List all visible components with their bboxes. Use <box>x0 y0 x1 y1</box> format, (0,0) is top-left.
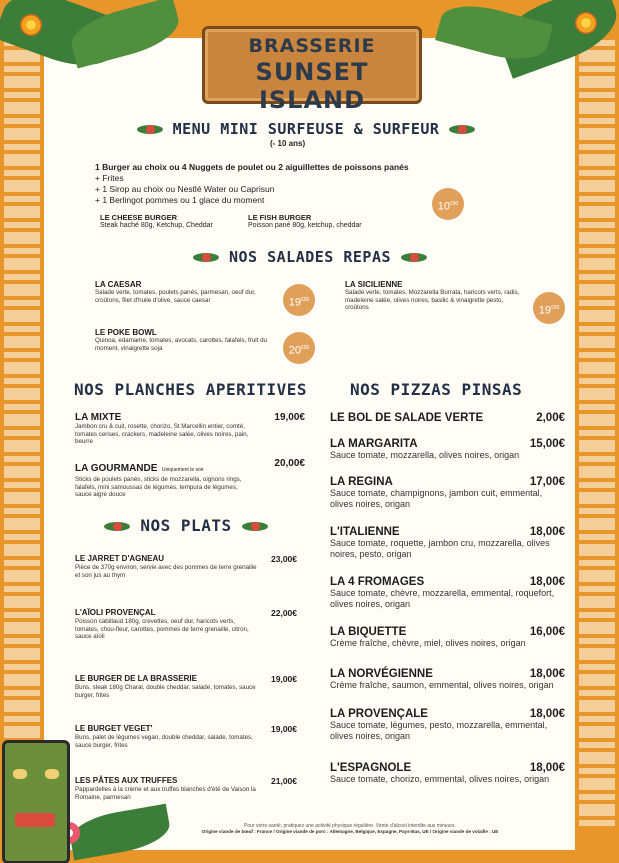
planche-item <box>75 412 305 446</box>
brand-name-line2: SUNSET ISLAND <box>255 58 369 114</box>
pizza-price: 18,00€ <box>529 526 565 538</box>
plat-item <box>75 724 297 749</box>
palm-leaf-icon <box>104 522 130 531</box>
plat-price: 19,00€ <box>271 724 297 734</box>
salad-desc: Salade verte, tomates, poulets panés, parmesan, oeuf dur, croûtons, filet d'huile d'olive, sauce caesar <box>95 289 256 304</box>
price-main: 19 <box>288 296 301 309</box>
planche-desc: Jambon cru & cuit, rosette, chorizo, St Marcellin entier, comté, tomates cerises, crackers, madeleine salée, olives noires, pain, beurre <box>75 423 249 446</box>
pizza-name: L'ITALIENNE <box>330 526 400 538</box>
burger-desc: Steak haché 80g, Ketchup, Cheddar <box>100 222 213 229</box>
price-cents: €90 <box>449 201 459 207</box>
kids-menu-title-text: MENU MINI SURFEUSE & SURFEUR <box>172 120 440 138</box>
tiki-eye <box>13 769 27 779</box>
plat-desc: Buns, steak 180g Charal, double cheddar, salade, tomates, sauce burger, frites <box>75 684 256 699</box>
plat-price: 22,00€ <box>271 608 297 618</box>
salad-item <box>95 328 275 352</box>
pizza-item <box>330 438 565 461</box>
planche-name: LA MIXTE <box>75 412 122 423</box>
kids-menu-line: + 1 Berlingot pommes ou 1 glace du moment <box>95 195 265 205</box>
plat-desc: Pièce de 370g environ, servie avec des pommes de terre grenaille et son jus au thym <box>75 564 257 579</box>
pizza-price: 18,00€ <box>529 762 565 774</box>
plat-name: LE BURGET VEGET' <box>75 724 153 733</box>
kids-burger-fish <box>248 213 362 229</box>
palm-leaf-icon <box>193 253 219 262</box>
price-main: 10 <box>437 200 450 213</box>
pizza-name: LE BOL DE SALADE VERTE <box>330 412 484 424</box>
pizza-item <box>330 762 565 785</box>
pizza-name: LA 4 FROMAGES <box>330 576 425 588</box>
pizza-price: 15,00€ <box>529 438 565 450</box>
pizza-desc: Sauce tomate, roquette, jambon cru, mozzarella, olives noires, pesto, origan <box>330 538 550 559</box>
plat-item <box>75 554 297 579</box>
salad-name: LA CAESAR <box>95 280 142 289</box>
salad-name: LE POKE BOWL <box>95 328 157 337</box>
pizza-desc: Sauce tomate, champignons, jambon cuit, emmental, olives noires, origan <box>330 488 543 509</box>
pizzas-title: NOS PIZZAS PINSAS <box>350 380 523 399</box>
pizza-item <box>330 626 565 649</box>
tiki-mask-icon <box>2 740 70 863</box>
salad-price-badge <box>533 292 565 324</box>
hibiscus-flower-icon <box>20 14 42 36</box>
pizza-item <box>330 526 565 560</box>
pizza-name: LA MARGARITA <box>330 438 418 450</box>
burger-name: LE CHEESE BURGER <box>100 213 178 222</box>
salad-desc: Salade verte, tomates, Mozzarella Burrata, haricots verts, radis, madeleine salée, olives noires, basilic & vinaigrette pesto, croûtons <box>345 289 520 312</box>
hibiscus-flower-icon <box>575 12 597 34</box>
plats-title <box>96 516 276 535</box>
pizza-desc: Sauce tomate, chorizo, emmental, olives noires, origan <box>330 774 550 784</box>
pizza-price: 18,00€ <box>529 668 565 680</box>
price-cents: €00 <box>300 297 310 303</box>
plat-name: LES PÂTES AUX TRUFFES <box>75 776 178 785</box>
plat-price: 19,00€ <box>271 674 297 684</box>
footer-line2: Origine viande de bœuf : France / Origine viande de porc : Allemagne, Belgique, Espagne, Pays-Bas, UE / Origine viande de volaille : UE <box>201 829 499 834</box>
plat-item <box>75 776 297 801</box>
kids-menu-line: + Frites <box>95 173 124 183</box>
kids-menu-line: + 1 Sirop au choix ou Nestlé Water ou Caprisun <box>95 184 275 194</box>
pizza-price: 18,00€ <box>529 576 565 588</box>
plat-price: 23,00€ <box>271 554 297 564</box>
kids-menu-description <box>95 162 409 206</box>
planche-name: LA GOURMANDE <box>75 463 158 474</box>
tiki-eye <box>45 769 59 779</box>
plat-desc: Pappardelles à la crème et aux truffes blanches d'été de Vaison la Romaine, parmesan <box>75 786 256 801</box>
planches-title: NOS PLANCHES APERITIVES <box>74 380 308 399</box>
tribal-border-left <box>4 40 40 830</box>
salad-desc: Quinoa, edamame, tomates, avocats, carottes, falafels, fruit du moment, vinaigrette soja <box>95 337 267 352</box>
salad-item <box>345 280 525 312</box>
plat-name: LE JARRET D'AGNEAU <box>75 554 165 563</box>
salads-title <box>170 248 450 266</box>
plats-title-text: NOS PLATS <box>140 516 232 535</box>
pizza-desc: Sauce tomate, chèvre, mozzarella, emmental, roquefort, olives noires, origan <box>330 588 555 609</box>
plat-name: L'AÏOLI PROVENÇAL <box>75 608 156 617</box>
pizza-price: 2,00€ <box>536 412 565 424</box>
tiki-mouth <box>15 813 55 827</box>
tribal-border-right <box>579 40 615 830</box>
burger-desc: Poisson pané 80g, ketchup, cheddar <box>248 222 362 229</box>
plat-desc: Poisson cabillaud 180g, crevettes, oeuf dur, haricots verts, tomates, chou-fleur, carottes, pommes de terre grenaille, citron, sauce aïoli <box>75 618 249 641</box>
price-main: 19 <box>538 304 551 317</box>
salad-name: LA SICILIENNE <box>345 280 403 289</box>
pizza-desc: Crème fraîche, saumon, emmental, olives noires, origan <box>330 680 554 690</box>
pizza-name: LA PROVENÇALE <box>330 708 428 720</box>
pizza-price: 16,00€ <box>529 626 565 638</box>
header-sign <box>202 26 422 114</box>
pizza-price: 17,00€ <box>529 476 565 488</box>
pizza-item <box>330 576 565 610</box>
salads-title-text: NOS SALADES REPAS <box>228 248 392 266</box>
price-main: 20 <box>288 344 301 357</box>
palm-leaf-icon <box>401 253 427 262</box>
pizza-price: 18,00€ <box>529 708 565 720</box>
palm-leaf-icon <box>449 125 475 134</box>
price-cents: €00 <box>300 345 310 351</box>
salad-price-badge <box>283 332 315 364</box>
plat-item <box>75 674 297 699</box>
kids-menu-title <box>96 120 516 138</box>
pizza-name: LA REGINA <box>330 476 393 488</box>
kids-burger-cheese <box>100 213 213 229</box>
plat-desc: Buns, palet de légumes vegan, double cheddar, salade, tomates, sauce burger, frites <box>75 734 253 749</box>
pizza-name: LA NORVÉGIENNE <box>330 668 433 680</box>
plat-name: LE BURGER DE LA BRASSERIE <box>75 674 197 683</box>
kids-menu-line: 1 Burger au choix ou 4 Nuggets de poulet ou 2 aiguillettes de poissons panés <box>95 162 409 172</box>
plat-price: 21,00€ <box>271 776 297 786</box>
footer <box>150 823 550 834</box>
pizza-item <box>330 476 565 510</box>
planche-desc: Sticks de poulets panés, sticks de mozzarella, oignons rings, falafels, mini samoussas de légumes, tempura de légumes, sauce aigre douce <box>75 476 242 499</box>
planche-price: 20,00€ <box>274 458 305 469</box>
pizza-desc: Sauce tomate, légumes, pesto, mozzarella, emmental, olives noires, origan <box>330 720 548 741</box>
palm-leaf-icon <box>137 125 163 134</box>
pizza-name: LA BIQUETTE <box>330 626 407 638</box>
palm-leaf-icon <box>242 522 268 531</box>
brand-name-line1: BRASSERIE <box>248 35 376 57</box>
planche-note: Uniquement le soir <box>161 467 204 473</box>
kids-menu-price-badge <box>432 188 464 220</box>
pizza-name: L'ESPAGNOLE <box>330 762 412 774</box>
salad-price-badge <box>283 284 315 316</box>
pizza-item <box>330 412 565 424</box>
pizza-item <box>330 708 565 742</box>
price-cents: €00 <box>550 305 560 311</box>
burger-name: LE FISH BURGER <box>248 213 312 222</box>
plat-item <box>75 608 297 641</box>
salad-item <box>95 280 270 304</box>
footer-line1: Pour votre santé, pratiquez une activité physique régulière. Vente d'alcool interdite aux mineurs. <box>244 823 456 829</box>
pizza-desc: Sauce tomate, mozzarella, olives noires, origan <box>330 450 520 460</box>
planche-price: 19,00€ <box>274 412 305 423</box>
pizza-desc: Crème fraîche, chèvre, miel, olives noires, origan <box>330 638 526 648</box>
planche-item <box>75 458 305 499</box>
pizza-item <box>330 668 565 691</box>
kids-menu-subtitle: (- 10 ans) <box>270 139 306 148</box>
